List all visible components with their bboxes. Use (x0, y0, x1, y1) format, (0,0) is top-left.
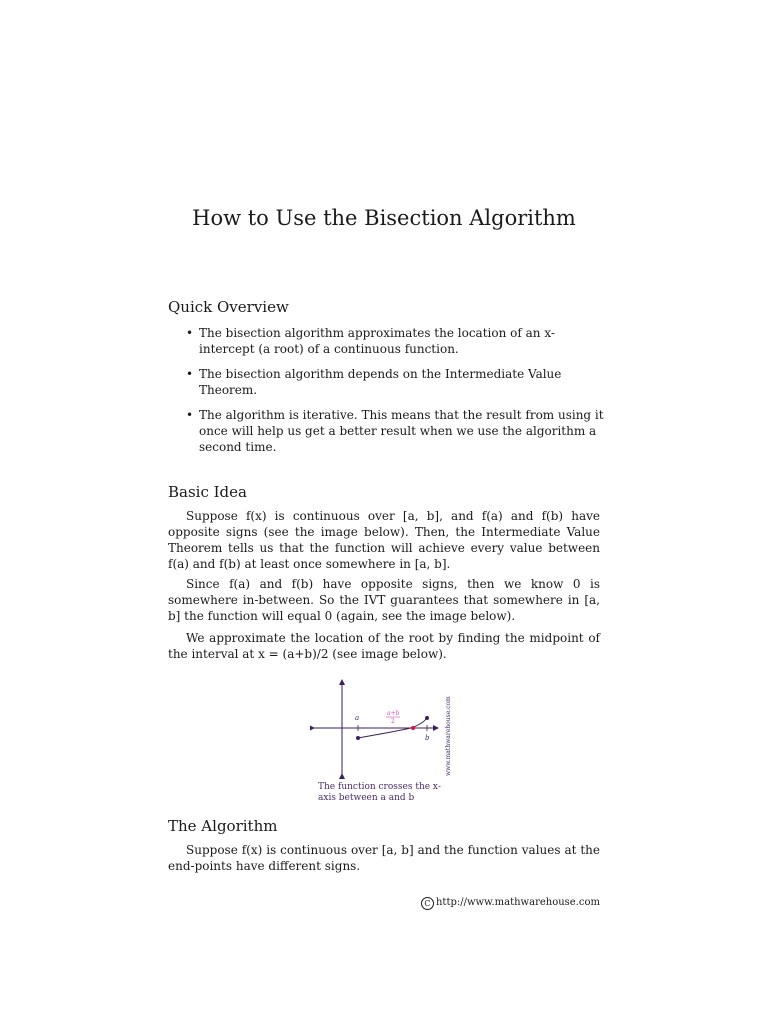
overview-bullet: • The bisection algorithm approximates the location of an x-intercept (a root) of a continuous function. (186, 325, 604, 357)
endpoint-b-dot (425, 716, 429, 720)
label-midpoint-numerator: a+b (387, 710, 400, 717)
basic-idea-paragraph-1: Suppose f(x) is continuous over [a, b], and f(a) and f(b) have opposite signs (see the image below). Then, the Intermediate Value Theorem tells us that the function will achieve every value between f(a) and f(b) at least once somewhere in [a, b]. (168, 509, 600, 571)
page-title: How to Use the Bisection Algorithm (192, 206, 576, 230)
algorithm-paragraph-1: Suppose f(x) is continuous over [a, b] and the function values at the end-points have different signs. (168, 843, 600, 873)
footer (418, 897, 600, 910)
watermark-text: www.mathwarehouse.com (445, 696, 452, 776)
endpoint-a-dot (356, 736, 360, 740)
basic-idea-paragraph-3: We approximate the location of the root by finding the midpoint of the interval at x = (a+b)/2 (see image below). (168, 631, 600, 661)
heading-quick-overview: Quick Overview (168, 298, 289, 316)
bisection-graph (310, 676, 455, 780)
heading-the-algorithm: The Algorithm (168, 817, 278, 835)
bisection-figure (310, 676, 455, 780)
copyright-icon: C (421, 897, 434, 910)
label-a: a (355, 714, 360, 722)
overview-bullet: • The algorithm is iterative. This means that the result from using it once will help us get a better result when we use the algorithm a second time. (186, 407, 604, 455)
overview-bullet-list (186, 325, 604, 464)
heading-basic-idea: Basic Idea (168, 483, 247, 501)
label-midpoint-denominator: 2 (391, 718, 395, 725)
basic-idea-paragraph-2: Since f(a) and f(b) have opposite signs, then we know 0 is somewhere in-between. So the IVT guarantees that somewhere in [a, b] the function will equal 0 (again, see the image below). (168, 577, 600, 623)
root-dot (411, 726, 415, 730)
footer-url[interactable]: http://www.mathwarehouse.com (435, 897, 600, 908)
figure-caption: The function crosses the x-axis between a and b (318, 782, 441, 803)
label-b: b (425, 734, 430, 742)
overview-bullet: • The bisection algorithm depends on the Intermediate Value Theorem. (186, 366, 604, 398)
